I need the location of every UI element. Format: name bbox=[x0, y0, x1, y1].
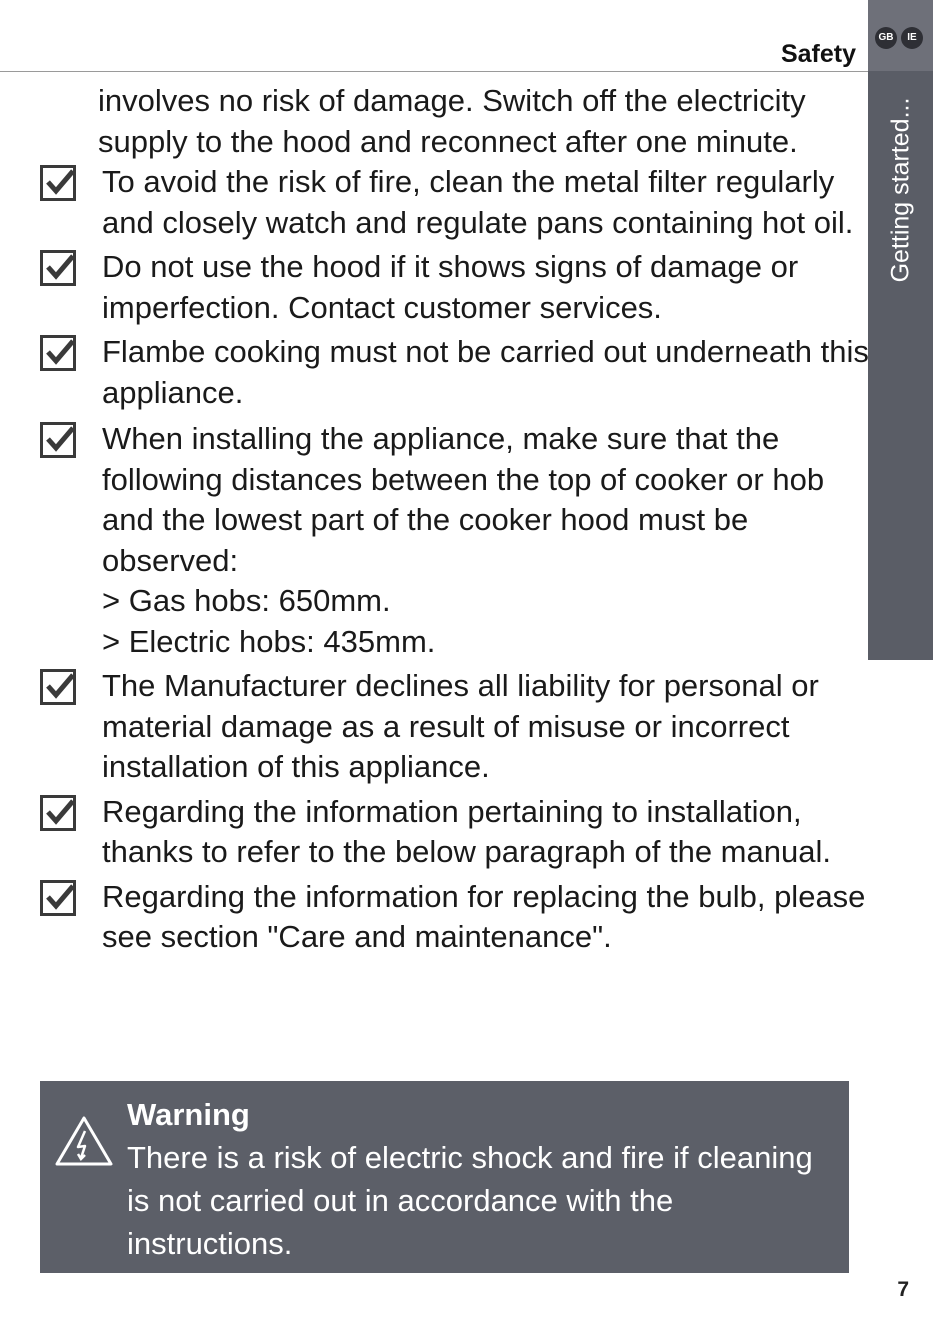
flag-bar bbox=[868, 0, 933, 71]
page-title: Safety bbox=[780, 40, 856, 68]
flag-badge-ie: IE bbox=[901, 27, 923, 49]
checkbox-checked-icon bbox=[40, 165, 76, 201]
item-text: Flambe cooking must not be carried out underneath this appliance. bbox=[102, 334, 869, 410]
warning-box bbox=[40, 1081, 849, 1273]
item-text: Do not use the hood if it shows signs of damage or imperfection. Contact customer services. bbox=[102, 249, 799, 325]
page-number: 7 bbox=[897, 1278, 909, 1301]
checkbox-checked-icon bbox=[40, 335, 76, 371]
checkbox-checked-icon bbox=[40, 880, 76, 916]
item-text: The Manufacturer declines all liability for personal or material damage as a result of misuse or incorrect installation of this appliance. bbox=[102, 668, 819, 784]
checklist-item bbox=[40, 666, 870, 788]
warning-title: Warning bbox=[127, 1097, 250, 1132]
item-text: When installing the appliance, make sure that the following distances between the top of cooker or hob and the lowest part of the cooker hood must be observed: bbox=[102, 421, 825, 578]
checkbox-checked-icon bbox=[40, 795, 76, 831]
distance-electric: > Electric hobs: 435mm. bbox=[102, 623, 436, 659]
checkbox-checked-icon bbox=[40, 250, 76, 286]
continued-paragraph: involves no risk of damage. Switch off the electricity supply to the hood and reconnect after one minute. bbox=[98, 83, 806, 159]
checklist-item bbox=[40, 792, 870, 873]
item-text: Regarding the information for replacing the bulb, please see section "Care and maintenance". bbox=[102, 878, 866, 954]
distance-gas: > Gas hobs: 650mm. bbox=[102, 583, 391, 618]
checklist-item bbox=[40, 162, 870, 243]
section-label: Getting started... bbox=[886, 97, 914, 283]
item-text: Regarding the information pertaining to installation, thanks to refer to the below paragraph of the manual. bbox=[102, 793, 831, 869]
checkbox-checked-icon bbox=[40, 422, 76, 458]
header-divider bbox=[0, 71, 868, 72]
section-tab bbox=[868, 0, 933, 660]
flag-badge-gb: GB bbox=[875, 27, 897, 49]
checklist-item bbox=[40, 247, 870, 328]
checklist-item bbox=[40, 332, 870, 413]
checkbox-checked-icon bbox=[40, 669, 76, 705]
checklist-item bbox=[40, 419, 870, 662]
checklist-item bbox=[40, 877, 870, 958]
warning-text: There is a risk of electric shock and fire if cleaning is not carried out in accordance with the instructions. bbox=[127, 1140, 813, 1261]
electric-hazard-icon bbox=[54, 1114, 114, 1168]
item-text: To avoid the risk of fire, clean the metal filter regularly and closely watch and regulate pans containing hot oil. bbox=[102, 164, 854, 240]
warning-content bbox=[127, 1093, 842, 1265]
safety-content bbox=[40, 81, 870, 958]
